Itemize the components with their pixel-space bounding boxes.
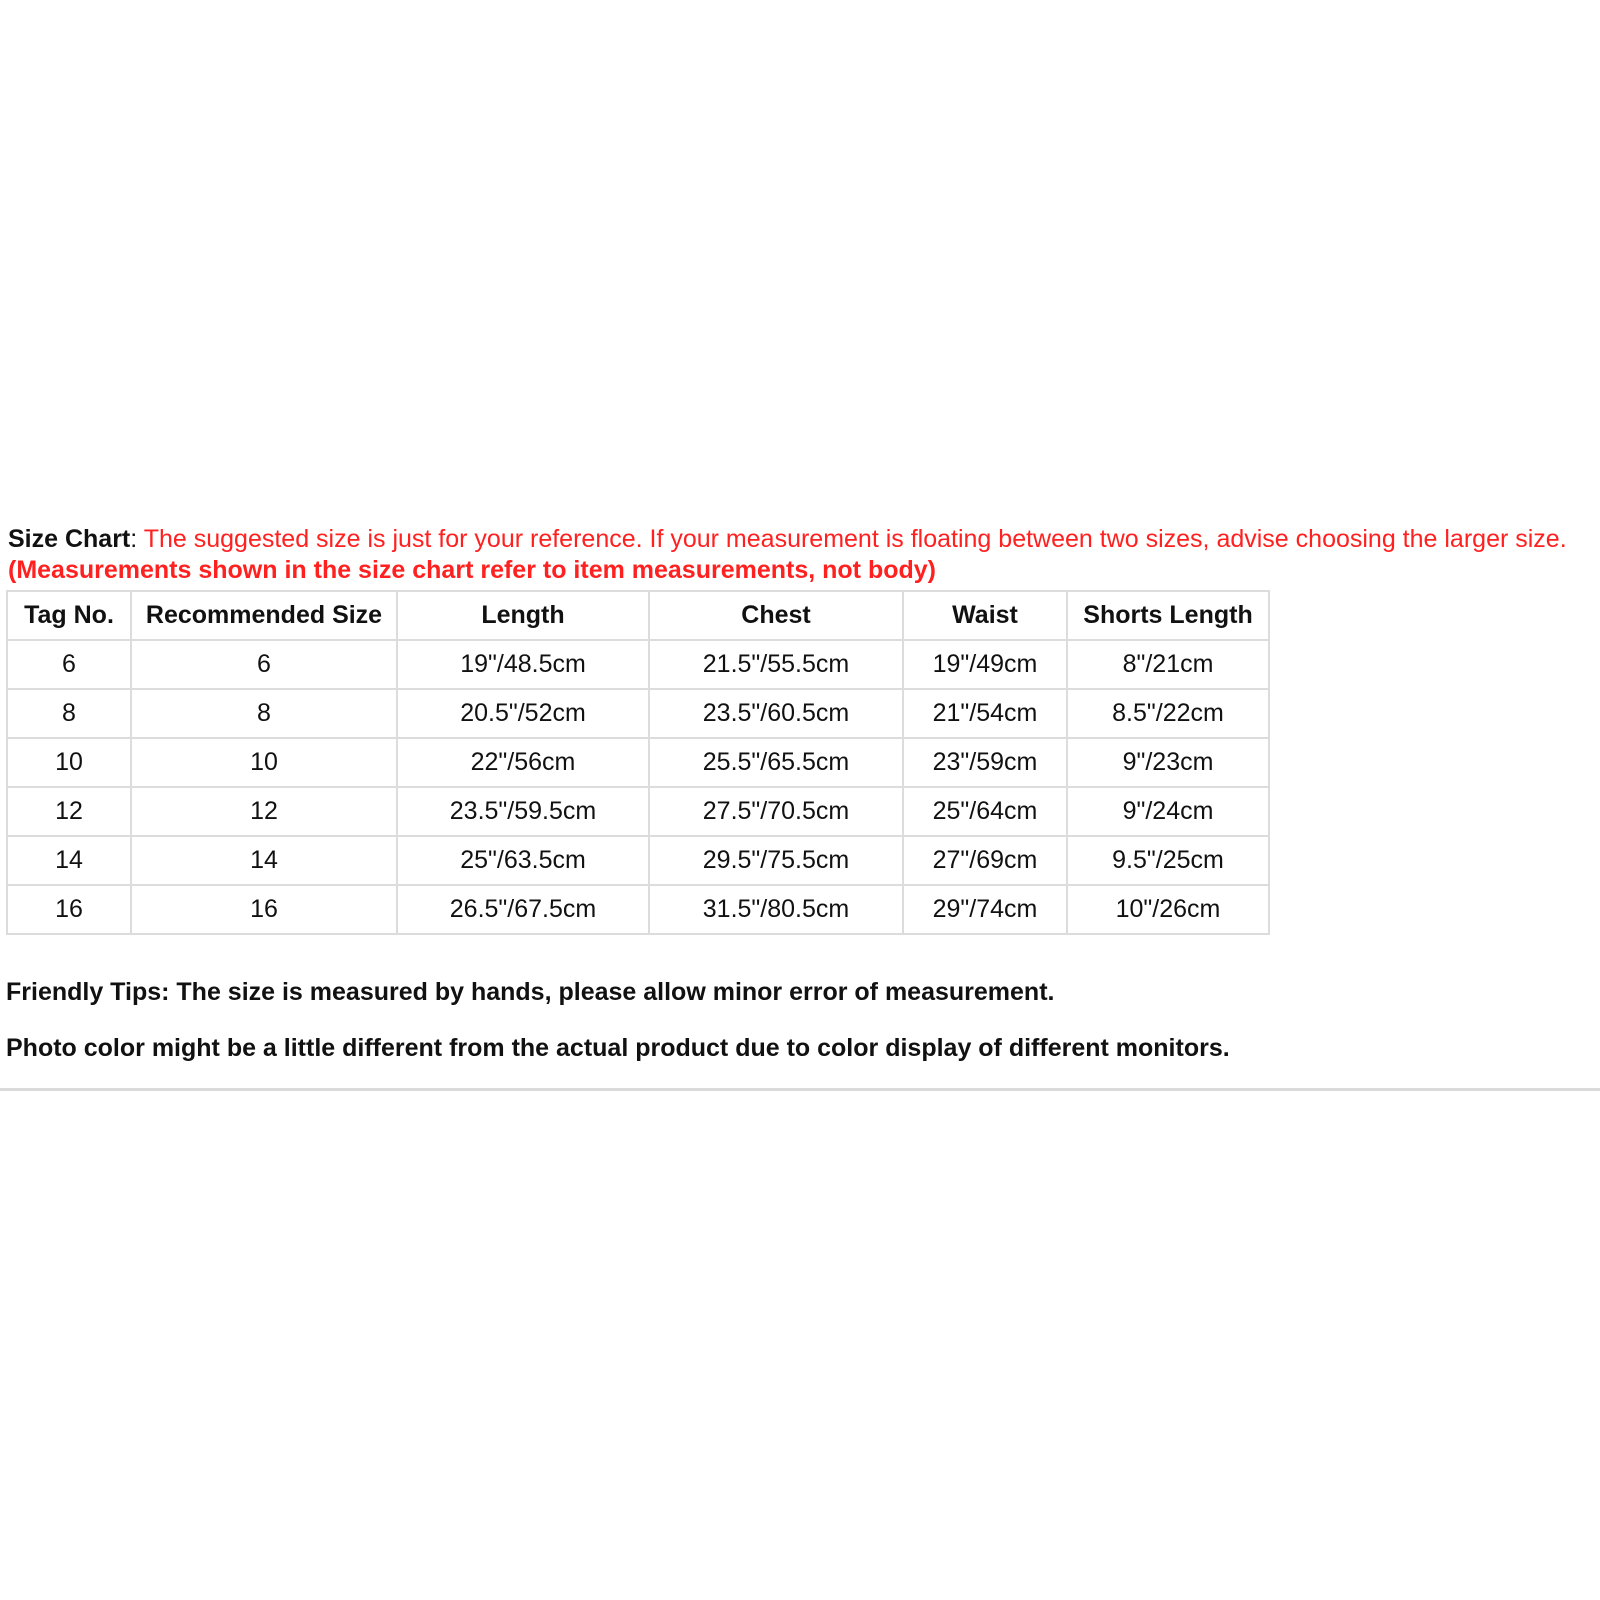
cell-length: 26.5"/67.5cm — [397, 885, 649, 934]
cell-recommended-size: 16 — [131, 885, 397, 934]
cell-waist: 27"/69cm — [903, 836, 1067, 885]
header-length: Length — [397, 591, 649, 640]
size-chart-colon: : — [130, 525, 144, 553]
friendly-tips — [6, 977, 1598, 1063]
cell-recommended-size: 12 — [131, 787, 397, 836]
divider-line — [0, 1088, 1600, 1091]
tip-measurement: Friendly Tips: The size is measured by hands, please allow minor error of measurement. — [6, 978, 1055, 1006]
cell-waist: 21"/54cm — [903, 689, 1067, 738]
cell-recommended-size: 10 — [131, 738, 397, 787]
cell-waist: 23"/59cm — [903, 738, 1067, 787]
cell-chest: 29.5"/75.5cm — [649, 836, 903, 885]
cell-chest: 25.5"/65.5cm — [649, 738, 903, 787]
table-row — [7, 689, 1269, 738]
cell-waist: 29"/74cm — [903, 885, 1067, 934]
cell-shorts-length: 10"/26cm — [1067, 885, 1269, 934]
size-chart-intro — [8, 524, 1596, 586]
cell-tag-no: 6 — [7, 640, 131, 689]
cell-tag-no: 8 — [7, 689, 131, 738]
cell-chest: 21.5"/55.5cm — [649, 640, 903, 689]
cell-recommended-size: 14 — [131, 836, 397, 885]
cell-tag-no: 16 — [7, 885, 131, 934]
size-chart-section — [6, 524, 1598, 1089]
table-row — [7, 738, 1269, 787]
cell-recommended-size: 6 — [131, 640, 397, 689]
cell-tag-no: 12 — [7, 787, 131, 836]
cell-waist: 19"/49cm — [903, 640, 1067, 689]
measurement-note: (Measurements shown in the size chart refer to item measurements, not body) — [8, 556, 936, 584]
header-waist: Waist — [903, 591, 1067, 640]
cell-waist: 25"/64cm — [903, 787, 1067, 836]
cell-tag-no: 14 — [7, 836, 131, 885]
cell-chest: 23.5"/60.5cm — [649, 689, 903, 738]
size-chart-label: Size Chart — [8, 525, 131, 553]
size-reference-note: The suggested size is just for your reference. If your measurement is floating between two sizes, advise choosing the larger size. — [143, 525, 1567, 553]
cell-shorts-length: 8.5"/22cm — [1067, 689, 1269, 738]
cell-shorts-length: 9"/24cm — [1067, 787, 1269, 836]
table-header-row — [7, 591, 1269, 640]
cell-length: 19"/48.5cm — [397, 640, 649, 689]
table-row — [7, 787, 1269, 836]
table-row — [7, 640, 1269, 689]
cell-shorts-length: 9"/23cm — [1067, 738, 1269, 787]
cell-shorts-length: 8"/21cm — [1067, 640, 1269, 689]
cell-recommended-size: 8 — [131, 689, 397, 738]
cell-tag-no: 10 — [7, 738, 131, 787]
cell-length: 22"/56cm — [397, 738, 649, 787]
cell-length: 23.5"/59.5cm — [397, 787, 649, 836]
tip-photo-color: Photo color might be a little different from the actual product due to color display of different monitors. — [6, 1034, 1230, 1062]
table-row — [7, 836, 1269, 885]
cell-chest: 31.5"/80.5cm — [649, 885, 903, 934]
table-row — [7, 885, 1269, 934]
cell-shorts-length: 9.5"/25cm — [1067, 836, 1269, 885]
header-recommended-size: Recommended Size — [131, 591, 397, 640]
size-table — [6, 590, 1270, 935]
header-shorts-length: Shorts Length — [1067, 591, 1269, 640]
header-tag-no: Tag No. — [7, 591, 131, 640]
cell-chest: 27.5"/70.5cm — [649, 787, 903, 836]
cell-length: 20.5"/52cm — [397, 689, 649, 738]
header-chest: Chest — [649, 591, 903, 640]
cell-length: 25"/63.5cm — [397, 836, 649, 885]
